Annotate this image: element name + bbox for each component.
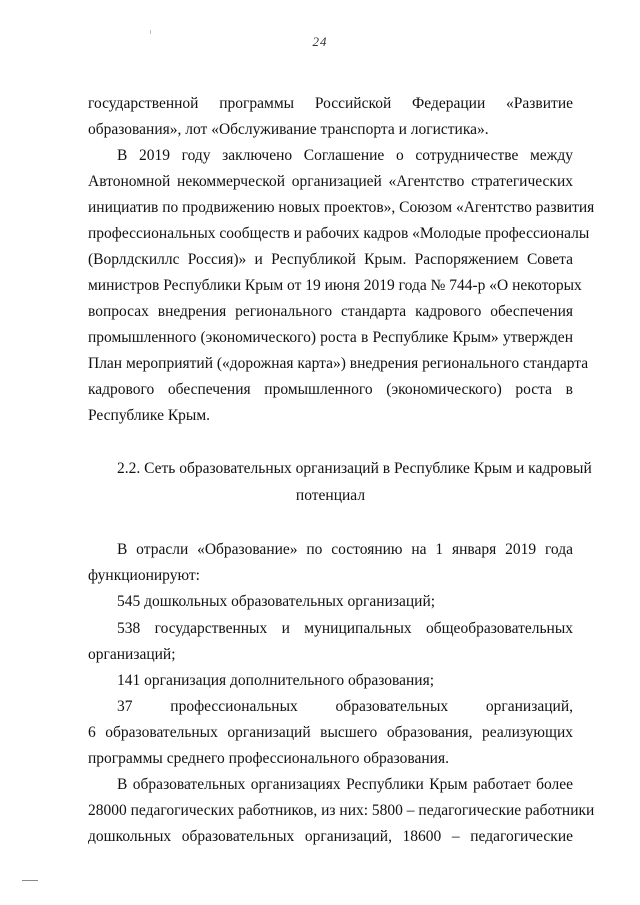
list-item: 6 образовательных организаций высшего образования, реализующих [88,724,573,741]
scan-mark [22,880,38,881]
paragraph-line: В отрасли «Образование» по состоянию на 1 января 2019 года [117,541,573,558]
section-heading: 2.2. Сеть образовательных организаций в Республике Крым и кадровый [117,460,592,477]
page-number: 24 [312,34,328,49]
list-item: 545 дошкольных образовательных организаций; [117,593,436,610]
list-item: организаций; [88,646,176,663]
list-item: программы среднего профессионального образования. [88,750,449,767]
section-heading: потенциал [295,487,366,504]
paragraph-line: государственной программы Российской Федерации «Развитие [88,95,573,112]
paragraph-line: (Ворлдскиллс Россия)» и Республикой Крым. Распоряжением Совета [88,251,573,268]
list-item: 37 профессиональных образовательных организаций, [117,698,573,715]
paragraph-line: 28000 педагогических работников, из них: 5800 – педагогические работники [88,802,595,819]
paragraph-line: вопросах внедрения регионального стандарта кадрового обеспечения [88,303,573,320]
paragraph-line: В образовательных организациях Республики Крым работает более [117,776,573,793]
paragraph-line: инициатив по продвижению новых проектов», Союзом «Агентство развития [88,199,595,216]
paragraph-line: Республике Крым. [88,407,211,424]
list-item: 141 организация дополнительного образования; [117,672,435,689]
paragraph-line: Автономной некоммерческой организацией «Агентство стратегических [88,173,573,190]
paragraph-line: профессиональных сообществ и рабочих кадров «Молодые профессионалы [88,225,590,242]
paragraph-line: В 2019 году заключено Соглашение о сотрудничестве между [117,147,573,164]
paragraph-line: дошкольных образовательных организаций, 18600 – педагогические [88,828,573,845]
paragraph-line: План мероприятий («дорожная карта») внедрения регионального стандарта [88,355,589,372]
paragraph-line: промышленного (экономического) роста в Республике Крым» утвержден [88,329,573,346]
paragraph-line: министров Республики Крым от 19 июня 2019 года № 744-р «О некоторых [88,277,582,294]
paragraph-line: кадрового обеспечения промышленного (экономического) роста в [88,381,573,398]
paragraph-line: функционируют: [88,567,200,584]
list-item: 538 государственных и муниципальных общеобразовательных [117,620,573,637]
paragraph-line: образования», лот «Обслуживание транспорта и логистика». [88,121,489,138]
